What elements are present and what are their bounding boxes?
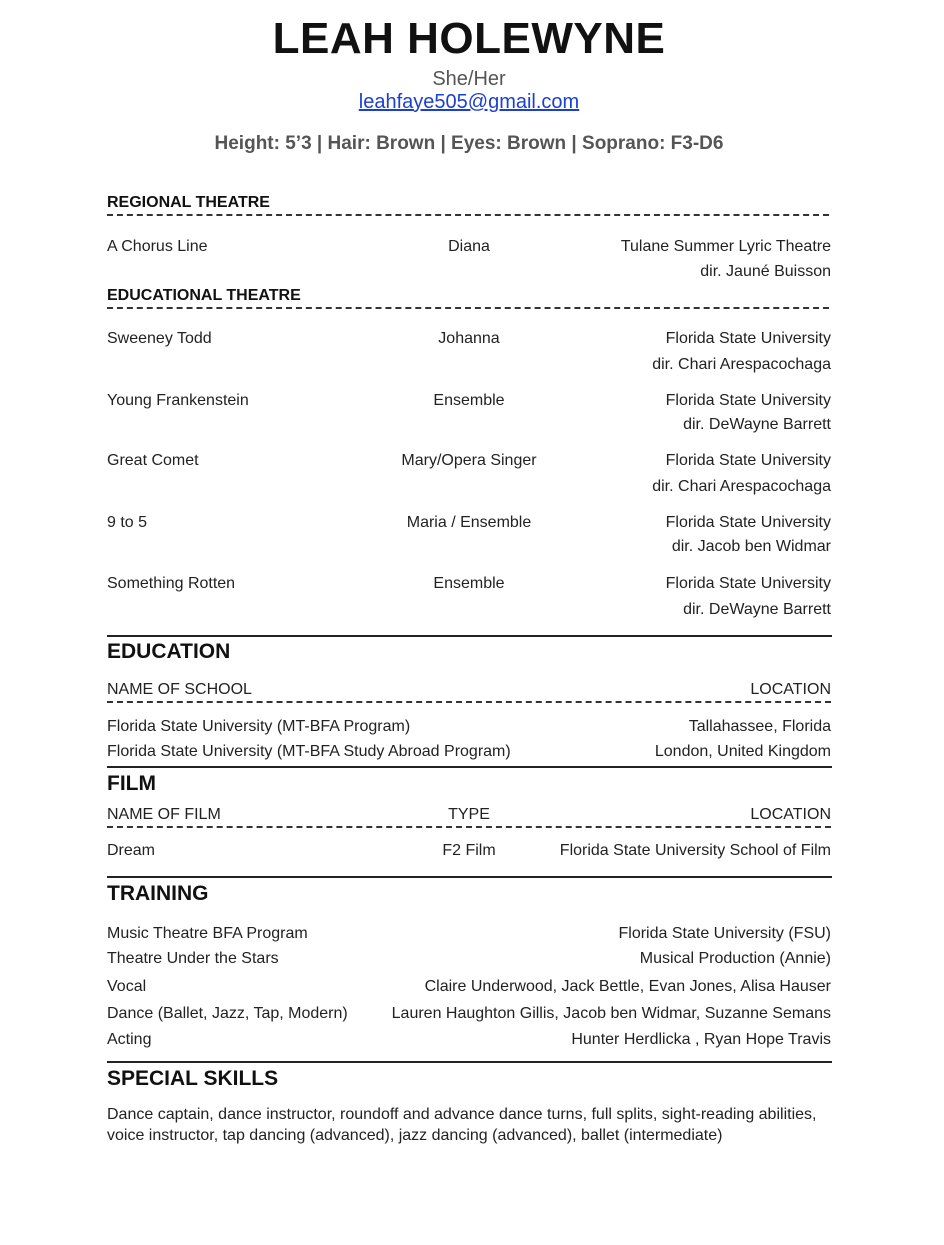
regional-row-role: Diana [448,238,490,255]
education-row-school: Florida State University (MT-BFA Study Abroad Program) [107,743,511,760]
training-row-subject: Theatre Under the Stars [107,950,279,967]
edu-row-venue: Florida State University [665,575,831,592]
training-heading: TRAINING [107,882,209,905]
film-col-type: TYPE [448,806,490,823]
training-row-detail: Claire Underwood, Jack Bettle, Evan Jones, Alisa Hauser [424,978,831,995]
edu-row-director: dir. DeWayne Barrett [683,416,831,433]
edu-row-venue: Florida State University [665,452,831,469]
education-row-location: London, United Kingdom [654,743,831,760]
edu-row-role: Ensemble [433,575,505,592]
training-row-detail: Florida State University (FSU) [618,925,831,942]
education-row-school: Florida State University (MT-BFA Program) [107,718,411,735]
training-row-subject: Vocal [107,978,147,995]
pronouns: She/Her [432,68,506,90]
edu-row-role: Mary/Opera Singer [401,452,537,469]
film-heading: FILM [107,772,156,795]
regional-theatre-heading: REGIONAL THEATRE [107,194,270,211]
training-row-detail: Hunter Herdlicka , Ryan Hope Travis [571,1031,831,1048]
education-rule [107,635,832,637]
edu-row-venue: Florida State University [665,514,831,531]
education-divider [107,701,831,703]
edu-row-venue: Florida State University [665,392,831,409]
film-col-location: LOCATION [750,806,831,823]
edu-row-role: Johanna [438,330,500,347]
training-row-subject: Music Theatre BFA Program [107,925,308,942]
educational-divider [107,307,829,309]
training-row-detail: Lauren Haughton Gillis, Jacob ben Widmar, Suzanne Semans [391,1005,831,1022]
training-rule [107,876,832,878]
edu-row-role: Maria / Ensemble [406,514,532,531]
film-divider [107,826,831,828]
edu-row-show: Sweeney Todd [107,330,212,347]
edu-row-show: Young Frankenstein [107,392,249,409]
special-skills-heading: SPECIAL SKILLS [107,1067,279,1090]
edu-row-director: dir. Chari Arespacochaga [652,356,831,373]
edu-row-role: Ensemble [433,392,505,409]
email-link[interactable]: leahfaye505@gmail.com [358,91,580,113]
film-row-location: Florida State University School of Film [559,842,831,859]
edu-row-show: 9 to 5 [107,514,148,531]
edu-row-show: Something Rotten [107,575,236,592]
education-heading: EDUCATION [107,640,231,663]
special-skills-text: Dance captain, dance instructor, roundoff and advance dance turns, full splits, sight-reading abilities, voice instructor, tap dancing (advanced), jazz dancing (advanced), ballet (intermediate) [107,1106,817,1144]
edu-row-venue: Florida State University [665,330,831,347]
film-col-name: NAME OF FILM [107,806,221,823]
edu-row-show: Great Comet [107,452,199,469]
edu-row-director: dir. Chari Arespacochaga [652,478,831,495]
training-row-subject: Dance (Ballet, Jazz, Tap, Modern) [107,1005,348,1022]
regional-divider [107,214,829,216]
skills-rule [107,1061,832,1063]
training-row-detail: Musical Production (Annie) [639,950,831,967]
education-col-location: LOCATION [750,681,831,698]
film-row-name: Dream [107,842,156,859]
regional-row-director: dir. Jauné Buisson [700,263,831,280]
edu-row-director: dir. Jacob ben Widmar [671,538,831,555]
regional-row-show: A Chorus Line [107,238,208,255]
edu-row-director: dir. DeWayne Barrett [683,601,831,618]
training-row-subject: Acting [107,1031,152,1048]
education-row-location: Tallahassee, Florida [688,718,831,735]
regional-row-venue: Tulane Summer Lyric Theatre [620,238,831,255]
physical-stats: Height: 5’3 | Hair: Brown | Eyes: Brown | Soprano: F3-D6 [214,133,724,154]
film-rule [107,766,832,768]
applicant-name: LEAH HOLEWYNE [272,14,666,63]
education-col-school: NAME OF SCHOOL [107,681,252,698]
educational-theatre-heading: EDUCATIONAL THEATRE [107,287,301,304]
film-row-type: F2 Film [442,842,496,859]
